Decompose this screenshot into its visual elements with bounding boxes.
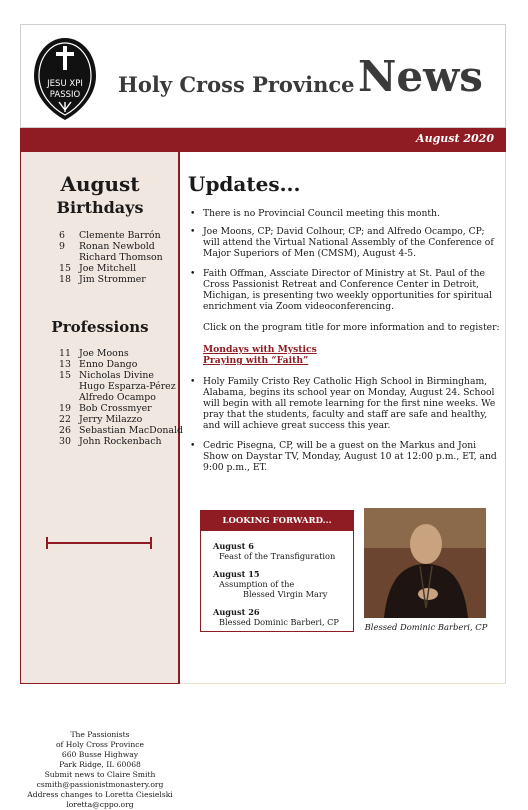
updates-heading: Updates... <box>188 172 301 196</box>
professions-list <box>59 348 183 447</box>
event-desc: Blessed Dominic Barberi, CP <box>219 617 339 627</box>
list-item <box>59 274 163 285</box>
seal-text-1: JESU XPI <box>47 79 83 89</box>
list-name: Joe Moons <box>79 348 129 359</box>
list-day: 6 <box>59 230 65 241</box>
list-item <box>59 392 183 403</box>
seal-text-2: PASSIO <box>49 90 81 100</box>
list-day: 30 <box>59 436 71 447</box>
update-item <box>190 226 500 259</box>
sidebar <box>20 152 183 809</box>
issue-date: August 2020 <box>416 132 494 145</box>
email-link[interactable]: loretta@cppo.org <box>66 800 134 809</box>
list-day: 18 <box>59 274 71 285</box>
update-text: Holy Family Cristo Rey Catholic High School in Birmingham, Alabama, begins its school year on Monday, August 24. School will begin with all remote learning for the first nine weeks. We pray that the students, faculty and staff are safe and healthy, and will achieve great success this year. <box>203 376 496 431</box>
portrait-image <box>364 508 486 618</box>
list-name: Jerry Milazzo <box>79 414 143 425</box>
link-mondays-with-mystics[interactable]: Mondays with Mystics <box>203 344 317 355</box>
list-item <box>59 230 163 241</box>
event-item <box>213 569 327 599</box>
list-item <box>59 403 183 414</box>
list-name: Alfredo Ocampo <box>79 392 156 403</box>
passionist-seal-logo <box>32 36 98 122</box>
event-desc: Assumption of the <box>219 579 295 589</box>
list-day <box>59 381 79 392</box>
masthead-news: News <box>358 52 483 101</box>
bullet-icon: • <box>190 208 196 219</box>
sidebar-divider <box>46 542 152 544</box>
list-item <box>59 370 183 381</box>
bullet-icon: • <box>190 268 196 279</box>
list-name: Clemente Barrón <box>79 230 161 241</box>
list-item <box>59 348 183 359</box>
list-day: 19 <box>59 403 71 414</box>
list-item <box>59 414 183 425</box>
update-text: There is no Provincial Council meeting this month. <box>203 208 440 219</box>
contact-address <box>21 730 179 810</box>
list-item <box>59 241 163 252</box>
list-name: Jim Strommer <box>79 274 146 285</box>
list-item <box>59 436 183 447</box>
list-name: Hugo Esparza-Pérez <box>79 381 176 392</box>
list-day <box>59 392 79 403</box>
professions-heading: Professions <box>51 318 149 336</box>
address-line: Submit news to Claire Smith <box>44 770 156 779</box>
list-item <box>59 425 183 436</box>
program-links <box>190 344 500 366</box>
update-item <box>190 268 500 312</box>
event-desc: Blessed Virgin Mary <box>243 589 328 599</box>
masthead-title: Holy Cross Province <box>118 72 355 97</box>
list-name: Nicholas Divine <box>79 370 154 381</box>
email-link[interactable]: csmith@passionistmonastery.org <box>36 780 164 789</box>
link-praying-with-faith[interactable]: Praying with “Faith” <box>203 355 309 366</box>
list-item <box>59 381 183 392</box>
list-item <box>59 263 163 274</box>
address-line: 660 Busse Highway <box>61 750 139 759</box>
update-text: Joe Moons, CP; David Colhour, CP; and Alfredo Ocampo, CP; will attend the Virtual National Assembly of the Conference of Major Superiors of Men (CMSM), August 4-5. <box>203 226 494 259</box>
date-bar <box>20 128 506 152</box>
bullet-icon: • <box>190 440 196 451</box>
event-date: August 15 <box>213 569 260 579</box>
event-date: August 6 <box>213 541 254 551</box>
list-day: 22 <box>59 414 71 425</box>
update-item <box>190 208 500 219</box>
address-line: Address changes to Loretta Ciesielski <box>27 790 173 799</box>
list-name: Ronan Newbold <box>79 241 155 252</box>
event-date: August 26 <box>213 607 260 617</box>
address-line: The Passionists <box>70 730 130 739</box>
list-day: 9 <box>59 241 65 252</box>
list-name: Joe Mitchell <box>79 263 137 274</box>
list-item <box>59 359 183 370</box>
list-day: 11 <box>59 348 71 359</box>
click-note <box>190 322 500 333</box>
looking-forward-title: LOOKING FORWARD... <box>201 511 353 531</box>
bullet-icon: • <box>190 376 196 387</box>
click-note-text: Click on the program title for more information and to register: <box>203 322 500 333</box>
bullet-icon: • <box>190 226 196 237</box>
list-day: 15 <box>59 370 71 381</box>
list-name: Richard Thomson <box>79 252 163 263</box>
address-line: Park Ridge, IL 60068 <box>59 760 141 769</box>
event-desc: Feast of the Transfiguration <box>219 551 336 561</box>
list-name: Sebastian MacDonald <box>79 425 183 436</box>
list-name: Enno Dango <box>79 359 138 370</box>
birthdays-heading-month: August <box>60 172 140 196</box>
looking-forward-box <box>200 510 354 632</box>
list-day: 15 <box>59 263 71 274</box>
list-day: 26 <box>59 425 71 436</box>
list-day: 13 <box>59 359 71 370</box>
list-name: John Rockenbach <box>79 436 162 447</box>
address-line: of Holy Cross Province <box>55 740 144 749</box>
list-name: Bob Crossmyer <box>79 403 152 414</box>
list-day <box>59 252 79 263</box>
update-text: Faith Offman, Assciate Director of Ministry at St. Paul of the Cross Passionist Retreat and Conference Center in Detroit, Michigan, is presenting two weekly opportunities for spiritual enrichment via Zoom videoconferencing. <box>203 268 493 312</box>
event-item <box>213 541 335 561</box>
update-item <box>190 376 500 431</box>
birthdays-list <box>59 230 163 285</box>
birthdays-heading: Birthdays <box>56 198 144 217</box>
portrait-caption: Blessed Dominic Barberi, CP <box>364 622 488 632</box>
event-item <box>213 607 339 627</box>
update-item <box>190 440 500 473</box>
list-item <box>59 252 163 263</box>
update-text: Cedric Pisegna, CP, will be a guest on the Markus and Joni Show on Daystar TV, Monday, August 10 at 12:00 p.m., ET, and 9:00 p.m., ET. <box>203 440 497 473</box>
footer-rule <box>182 683 506 684</box>
